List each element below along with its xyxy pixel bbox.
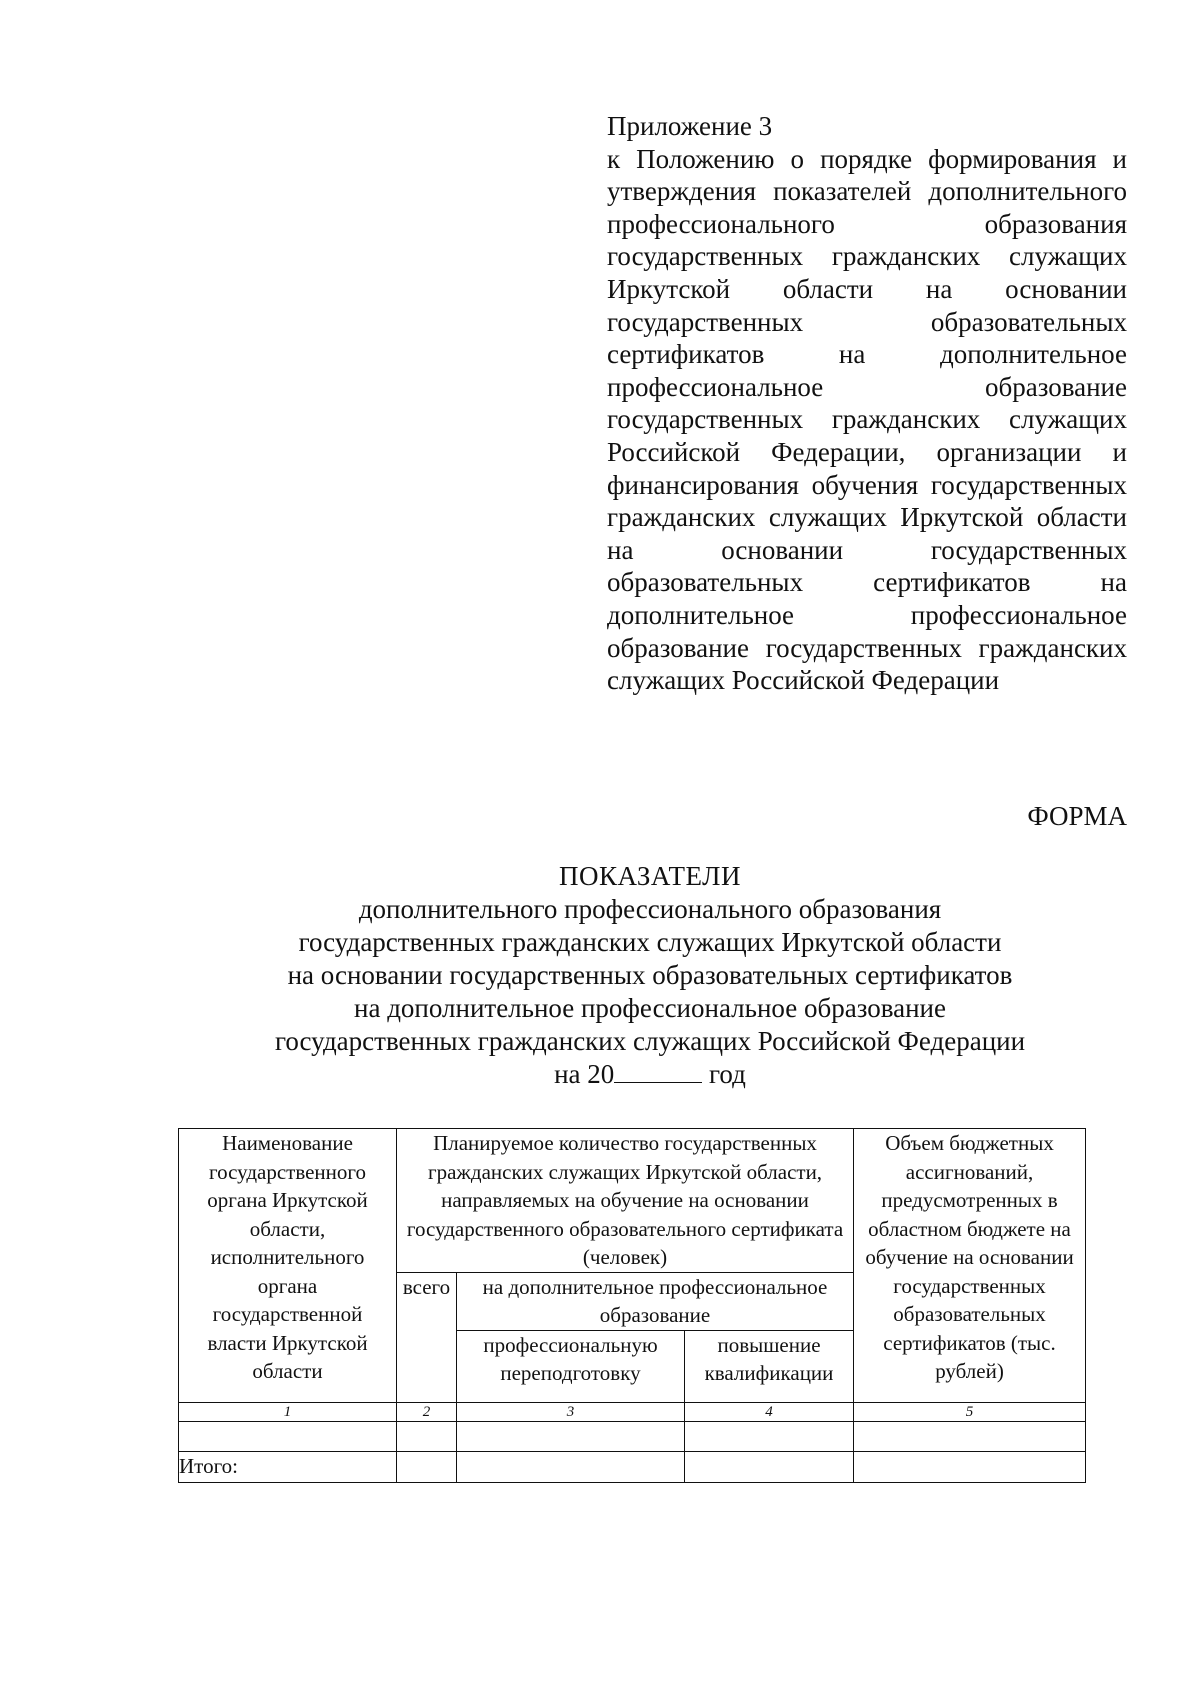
year-suffix: год [709,1059,746,1089]
header-authority-name: Наименование государственного органа Иркутской области, исполнительного органа государственной власти Иркутской области [179,1129,397,1403]
table-cell[interactable] [457,1421,685,1451]
appendix-number: Приложение 3 [607,111,773,141]
title-line-1: дополнительного профессионального образования [358,894,942,924]
table-cell[interactable] [685,1421,854,1451]
table-row [179,1421,1086,1451]
title-block [0,860,1200,1091]
header-additional-education: на дополнительное профессиональное образование [457,1272,854,1330]
header-planned-count: Планируемое количество государственных гражданских служащих Иркутской области, направляемых на обучение на основании государственного образовательного сертификата (человек) [397,1129,854,1273]
appendix-text: к Положению о порядке формирования и утверждения показателей дополнительного профессионального образования государственных гражданских служащих Иркутской области на основании государственных образовательных сертификатов на дополнительное профессиональное образование государственных гражданских служащих Российской Федерации, организации и финансирования обучения государственных гражданских служащих Иркутской области на основании государственных образовательных сертификатов на дополнительное профессиональное образование государственных гражданских служащих Российской Федерации [607,143,1127,696]
total-cell[interactable] [854,1451,1086,1482]
column-number-1: 1 [179,1402,397,1421]
table-cell[interactable] [854,1421,1086,1451]
total-row [179,1451,1086,1482]
table-cell[interactable] [397,1421,457,1451]
column-number-2: 2 [397,1402,457,1421]
year-prefix: на 20 [554,1059,615,1089]
total-cell[interactable] [457,1451,685,1482]
column-number-5: 5 [854,1402,1086,1421]
total-cell[interactable] [397,1451,457,1482]
title-line-4: на дополнительное профессиональное образование [354,993,946,1023]
year-blank-field[interactable] [614,1058,702,1083]
title-line-5: государственных гражданских служащих Российской Федерации [274,1026,1026,1056]
document-heading: ПОКАЗАТЕЛИ [559,861,741,891]
total-cell[interactable] [685,1451,854,1482]
indicators-table-wrapper [178,1128,1085,1483]
appendix-block [607,110,1127,697]
header-budget-allocation: Объем бюджетных ассигнований, предусмотренных в областном бюджете на обучение на основании государственных образовательных сертификатов (тыс. рублей) [854,1129,1086,1403]
title-line-3: на основании государственных образовательных сертификатов [287,960,1013,990]
title-line-2: государственных гражданских служащих Иркутской области [298,927,1002,957]
form-label: ФОРМА [1027,801,1127,831]
year-line [0,1058,1200,1091]
column-number-3: 3 [457,1402,685,1421]
total-label: Итого: [179,1451,397,1482]
column-number-row [179,1402,1086,1421]
header-qualification: повышение квалификации [685,1330,854,1402]
indicators-table [178,1128,1086,1483]
table-header-row-1 [179,1129,1086,1273]
column-number-4: 4 [685,1402,854,1421]
header-total: всего [397,1272,457,1402]
header-retraining: профессиональную переподготовку [457,1330,685,1402]
table-cell[interactable] [179,1421,397,1451]
